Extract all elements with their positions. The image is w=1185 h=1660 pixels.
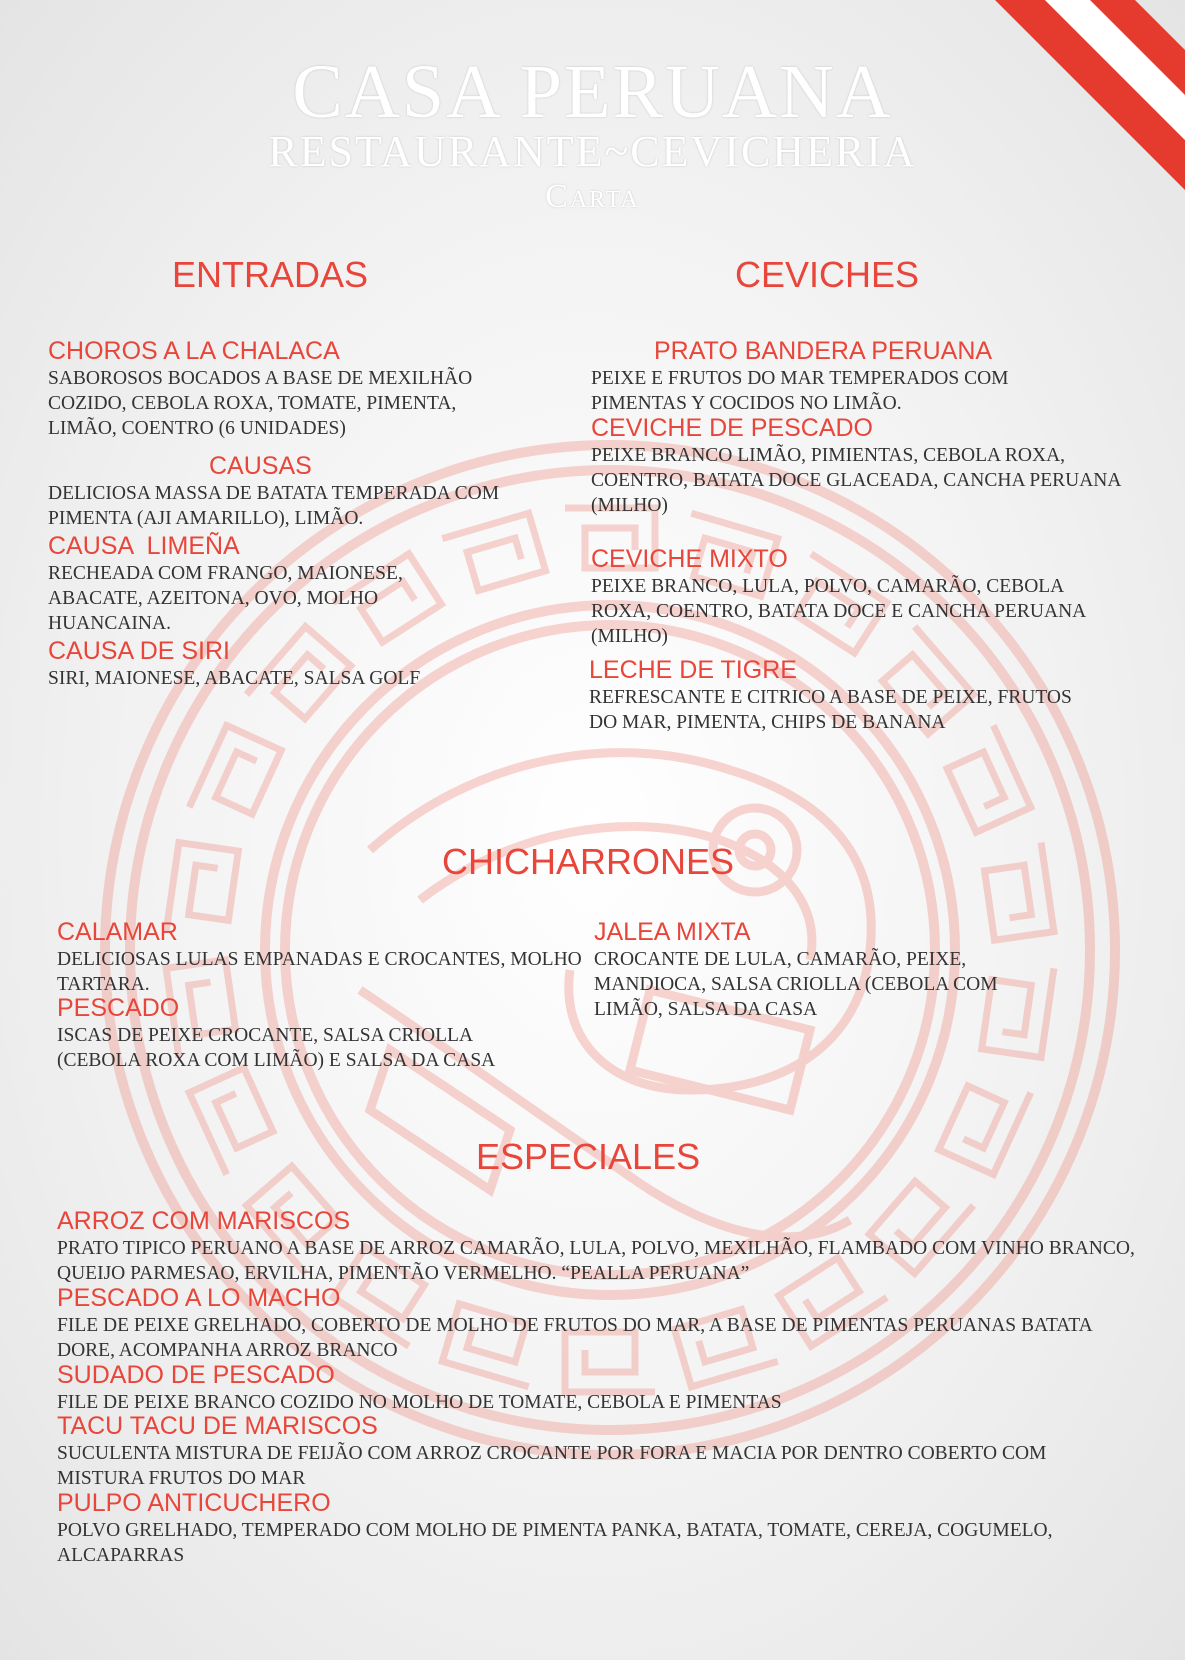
item-description: RECHEADA COM FRANGO, MAIONESE, ABACATE, AZEITONA, OVO, MOLHO HUANCAINA. bbox=[48, 563, 403, 634]
item-description: PEIXE BRANCO, LULA, POLVO, CAMARÃO, CEBOLA ROXA, COENTRO, BATATA DOCE E CANCHA PERUANA (MILHO) bbox=[591, 576, 1086, 647]
item-name: TACU TACU DE MARISCOS bbox=[57, 1412, 378, 1440]
item-description: SUCULENTA MISTURA DE FEIJÃO COM ARROZ CROCANTE POR FORA E MACIA POR DENTRO COBERTO COM MISTURA FRUTOS DO MAR bbox=[57, 1443, 1047, 1489]
menu-item bbox=[57, 1412, 1137, 1491]
menu-item bbox=[57, 1284, 1137, 1363]
item-name: PESCADO bbox=[57, 994, 180, 1022]
item-name: SUDADO DE PESCADO bbox=[57, 1361, 335, 1389]
menu-item bbox=[57, 994, 557, 1073]
fret-pattern bbox=[189, 725, 281, 832]
item-name: CALAMAR bbox=[57, 918, 178, 946]
menu-item bbox=[48, 637, 518, 691]
section-title-entradas: ENTRADAS bbox=[172, 254, 369, 295]
item-name: CHOROS A LA CHALACA bbox=[48, 337, 340, 365]
item-description: ISCAS DE PEIXE CROCANTE, SALSA CRIOLLA (CEBOLA ROXA COM LIMÃO) E SALSA DA CASA bbox=[57, 1025, 496, 1071]
menu-item bbox=[48, 532, 468, 636]
item-name: CAUSAS bbox=[209, 452, 312, 480]
item-description: REFRESCANTE E CITRICO A BASE DE PEIXE, FRUTOS DO MAR, PIMENTA, CHIPS DE BANANA bbox=[589, 687, 1072, 733]
item-description: FILE DE PEIXE GRELHADO, COBERTO DE MOLHO DE FRUTOS DO MAR, A BASE DE PIMENTAS PERUANAS BATATA DORE, ACOMPANHA ARROZ BRANCO bbox=[57, 1315, 1092, 1361]
section-title-ceviches: CEVICHES bbox=[735, 254, 920, 295]
item-description: PEIXE BRANCO LIMÃO, PIMIENTAS, CEBOLA ROXA, COENTRO, BATATA DOCE GLACEADA, CANCHA PERUANA (MILHO) bbox=[591, 445, 1121, 516]
item-description: PEIXE E FRUTOS DO MAR TEMPERADOS COM PIMENTAS Y COCIDOS NO LIMÃO. bbox=[591, 368, 1009, 414]
section-title-especiales: ESPECIALES bbox=[476, 1136, 701, 1177]
item-description: CROCANTE DE LULA, CAMARÃO, PEIXE, MANDIOCA, SALSA CRIOLLA (CEBOLA COM LIMÃO, SALSA DA CASA bbox=[594, 949, 998, 1020]
menu-item bbox=[57, 918, 582, 997]
item-name: PULPO ANTICUCHERO bbox=[57, 1489, 331, 1517]
menu-item bbox=[589, 656, 1099, 735]
menu-item bbox=[591, 414, 1121, 518]
item-name: JALEA MIXTA bbox=[594, 918, 751, 946]
item-name: CEVICHE DE PESCADO bbox=[591, 414, 874, 442]
menu-item bbox=[48, 452, 503, 531]
item-description: PRATO TIPICO PERUANO A BASE DE ARROZ CAMARÃO, LULA, POLVO, MEXILHÃO, FLAMBADO COM VINHO BRANCO, QUEIJO PARMESAO, ERVILHA, PIMENTÃO VERMELHO. “PEALLA PERUANA” bbox=[57, 1238, 1135, 1284]
item-description: DELICIOSA MASSA DE BATATA TEMPERADA COM PIMENTA (AJI AMARILLO), LIMÃO. bbox=[48, 483, 500, 529]
item-description: DELICIOSAS LULAS EMPANADAS E CROCANTES, MOLHO TARTARA. bbox=[57, 949, 582, 995]
item-name: CAUSA DE SIRI bbox=[48, 637, 230, 665]
fret-pattern bbox=[939, 725, 1031, 832]
menu-item bbox=[57, 1489, 1137, 1568]
item-name: ARROZ COM MARISCOS bbox=[57, 1207, 351, 1235]
restaurant-name: CASA PERUANA bbox=[292, 50, 893, 134]
menu-item bbox=[48, 337, 518, 441]
item-name: CEVICHE MIXTO bbox=[591, 545, 788, 573]
item-description: SIRI, MAIONESE, ABACATE, SALSA GOLF bbox=[48, 668, 421, 689]
item-description: SABOROSOS BOCADOS A BASE DE MEXILHÃO COZIDO, CEBOLA ROXA, TOMATE, PIMENTA, LIMÃO, COENTRO (6 UNIDADES) bbox=[48, 368, 473, 439]
restaurant-subtitle: RESTAURANTE~CEVICHERIA bbox=[268, 127, 917, 176]
menu-item bbox=[594, 918, 1064, 1022]
section-title-chicharrones: CHICHARRONES bbox=[442, 841, 735, 882]
item-name: LECHE DE TIGRE bbox=[589, 656, 797, 684]
item-name: CAUSA LIMEÑA bbox=[48, 532, 240, 560]
fret-pattern bbox=[939, 1068, 1031, 1175]
menu-item bbox=[591, 545, 1121, 649]
item-description: FILE DE PEIXE BRANCO COZIDO NO MOLHO DE TOMATE, CEBOLA E PIMENTAS bbox=[57, 1392, 782, 1413]
menu-item bbox=[57, 1361, 1137, 1415]
fret-pattern bbox=[189, 1068, 281, 1175]
menu-item bbox=[57, 1207, 1137, 1286]
item-description: POLVO GRELHADO, TEMPERADO COM MOLHO DE PIMENTA PANKA, BATATA, TOMATE, CEREJA, COGUMELO, ALCAPARRAS bbox=[57, 1520, 1053, 1566]
item-name: PRATO BANDERA PERUANA bbox=[654, 337, 993, 365]
item-name: PESCADO A LO MACHO bbox=[57, 1284, 341, 1312]
menu-item bbox=[591, 337, 1061, 416]
menu-label: Carta bbox=[545, 178, 640, 215]
